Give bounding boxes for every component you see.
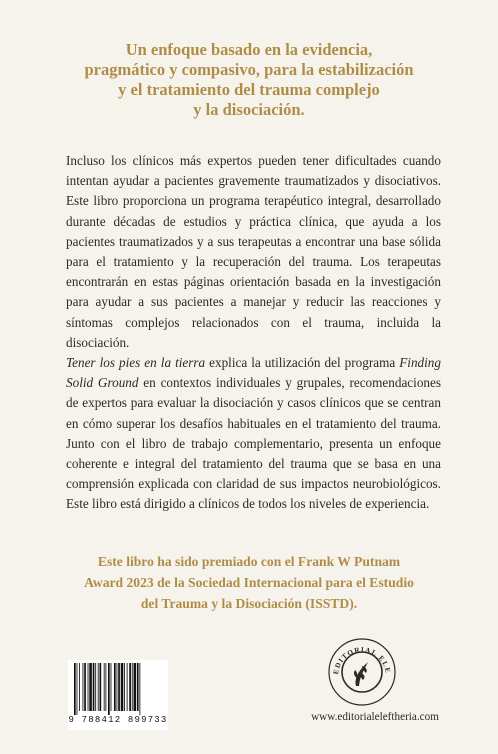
svg-text:EDITORIAL ELEFTHERIA: EDITORIAL ELE [331,645,392,675]
book-title: Tener los pies en la tierra [66,355,206,370]
headline [40,40,458,120]
isbn-barcode [68,660,168,730]
headline-line: y el tratamiento del trauma complejo [118,80,380,99]
barcode-bars [72,663,164,715]
headline-line: Un enfoque basado en la evidencia, [125,40,373,59]
description-paragraph-2 [66,353,441,515]
paragraph-text: Incluso los clínicos más expertos pueden tener dificultades cuando intentan ayudar a pacientes gravemente traumatizados y disociativos. Este libro proporciona un programa terapéutico integral, desarrollado durante décadas de estudios y práctica clínica, que ayuda a los pacientes traumatizados y a sus terapeutas a encontrar una base sólida para el tratamiento y la recuperación del trauma. Los terapeutas encontrarán en estas páginas orientación basada en la investigación para ayudar a sus pacientes a manejar y reducir las reacciones y síntomas complejos relacionados con el trauma, incluida la disociación. [66,153,441,350]
award-line: del Trauma y la Disociación (ISSTD). [140,596,358,611]
program-name: Finding Solid Ground [66,355,441,391]
headline-line: pragmático y compasivo, para la estabilización [84,60,414,79]
publisher-seal-icon [326,636,398,708]
paragraph-text [66,353,441,515]
paragraph-fragment: explica la utilización del programa [205,355,400,370]
publisher-url: www.editorialeleftheria.com [311,711,439,723]
paragraph-fragment: en contextos individuales y grupales, recomendaciones de expertos para evaluar la disociación y casos clínicos que se centran en cómo superar los desafíos habituales en el tratamiento del trauma. Junto con el libro de trabajo complementario, presenta un enfoque coherente e integral del tratamiento del trauma que se basa en una comprensión explicada con claridad de sus impactos neurobiológicos. Este libro está dirigido a clínicos de todos los niveles de experiencia. [66,375,441,512]
award-line: Este libro ha sido premiado con el Frank W Putnam [97,554,401,569]
award-line: Award 2023 de la Sociedad Internacional para el Estudio [84,575,414,590]
barcode-digits: 9 788412 899733 [68,715,168,725]
publisher-logo [326,636,398,708]
description-paragraph-1 [66,151,441,353]
headline-line: y la disociación. [193,100,305,119]
award-statement [40,551,458,614]
